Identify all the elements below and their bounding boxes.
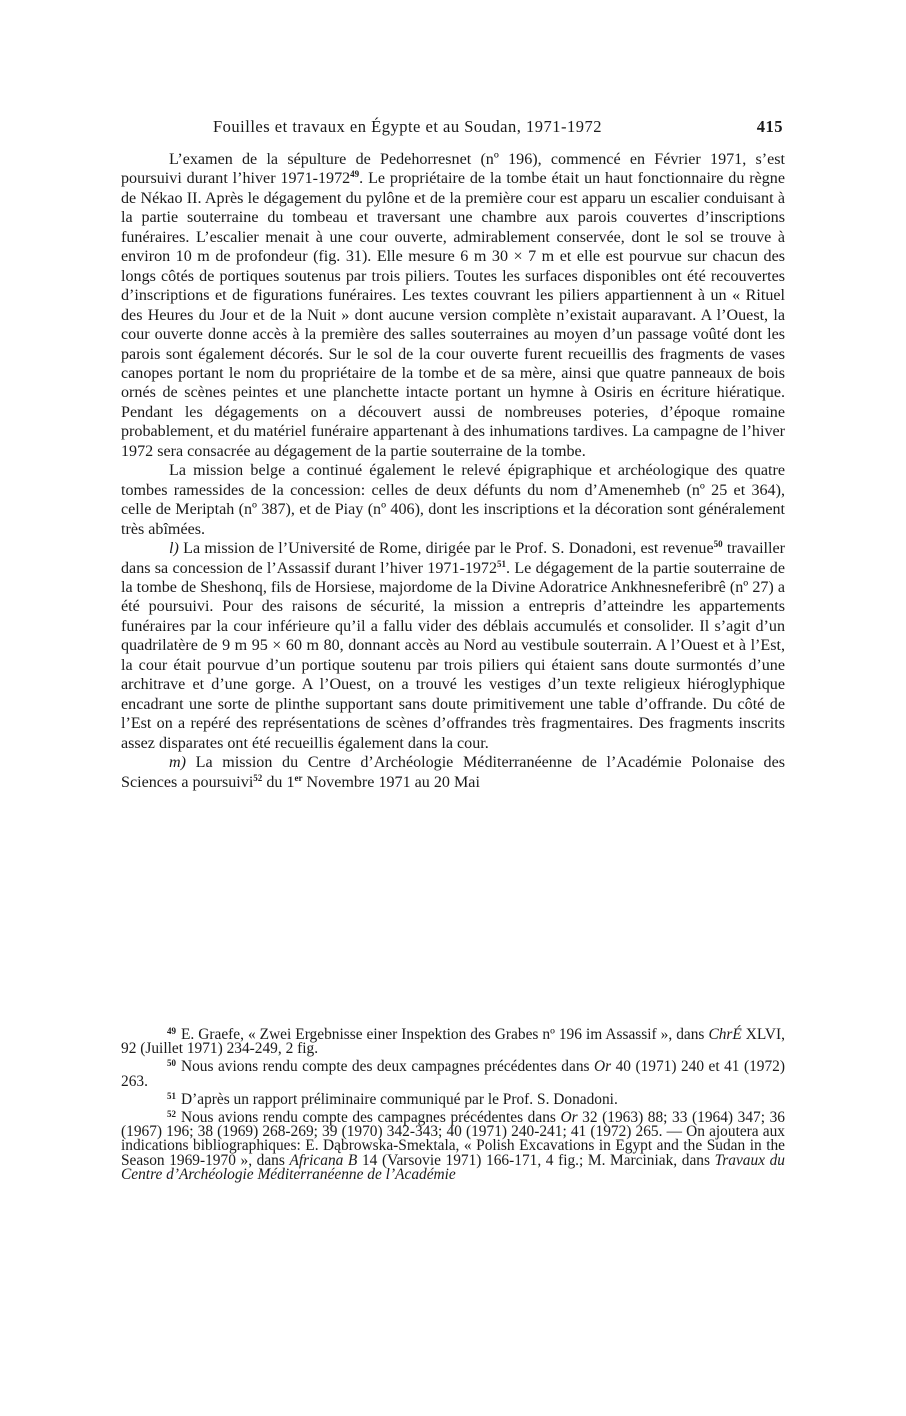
paragraph-text: travailler dans sa concession de l’Assassif durant l’hiver 1971-1972 (121, 540, 786, 577)
footnote-italic: ChrÉ (708, 1026, 742, 1043)
section-letter-l: l) (169, 540, 179, 558)
paragraph-text: La mission belge a continué également le relevé épigraphique et archéologique des quatre tombes ramessides de la concession: celles de deux défunts du nom d’Amenemheb (nº 25 et 364), celle de Meriptah (nº 387), et de Piay (nº 406), dont les inscriptions et la décoration sont généralement très abîmées. (121, 462, 785, 538)
footnote-51 (121, 1089, 785, 1107)
paragraph-text: La mission de l’Université de Rome, dirigée par le Prof. S. Donadoni, est revenue (178, 540, 714, 558)
ordinal-superscript: er (294, 772, 303, 783)
footnote-ref-49[interactable]: 49 (350, 169, 360, 180)
footnote-text: Nous avions rendu compte des deux campagnes précédentes dans (181, 1058, 594, 1076)
footnote-italic: Or (593, 1058, 612, 1076)
footnote-text: 14 (Varsovie 1971) 166-171, 4 fig.; M. Marciniak, dans (357, 1151, 715, 1169)
footnote-ref-50[interactable]: 50 (713, 539, 723, 550)
footnote-text: 32 (1963) 88; 33 (1964) 347; 36 (1967) 196; 38 (1969) 268-269; 39 (1970) 342-343; 40 (1971) 240-241; 41 (1972) 265. — On ajoutera aux indications bibliographiques: E. Dąbrowska-Smektala, « Polish Excavations in Egypt and the Sudan in the Season 1969-1970 », dans (121, 1109, 785, 1169)
main-text (121, 150, 785, 792)
footnote-mark: 52 (167, 1109, 176, 1120)
footnotes (121, 1024, 785, 1182)
paragraph-text: Novembre 1971 au 20 Mai (302, 773, 480, 791)
footnote-mark: 50 (167, 1058, 176, 1069)
paragraph-text: L’examen de la sépulture de Pedehorresnet (nº 196), commencé en Février 1971, s’est poursuivi durant l’hiver 1971-1972 (121, 151, 785, 188)
paragraph-pedehorresnet (121, 150, 785, 461)
footnote-49 (121, 1024, 785, 1056)
footnote-text: XLVI, 92 (Juillet 1971) 234-249, 2 fig. (121, 1026, 785, 1058)
footnote-text: 40 (1971) 240 et 41 (1972) 263. (121, 1058, 786, 1090)
footnote-text: D’après un rapport préliminaire communiqué par le Prof. S. Donadoni. (181, 1090, 618, 1108)
paragraph-text: du 1 (262, 773, 295, 791)
footnote-italic: Travaux du Centre d’Archéologie Méditerranéenne de l’Académie (121, 1151, 786, 1183)
paragraph-belgian-mission (121, 461, 785, 539)
footnote-mark: 51 (167, 1090, 176, 1101)
running-title: Fouilles et travaux en Égypte et au Soudan, 1971-1972 (213, 117, 602, 136)
page-number: 415 (756, 117, 783, 136)
paragraph-text: La mission du Centre d’Archéologie Méditerranéenne de l’Académie Polonaise des Sciences a poursuivi (121, 754, 785, 791)
paragraph-rome-mission (121, 539, 785, 753)
footnote-italic: Or (560, 1109, 578, 1127)
paragraph-text: . Le propriétaire de la tombe était un haut fonctionnaire du règne de Nékao II. Après le dégagement du pylône et de la première cour est apparu un escalier conduisant à la partie souterraine du tombeau et traversant une chambre aux parois couvertes d’inscriptions funéraires. L’escalier menait à une cour ouverte, admirablement conservée, dont le sol se trouve à environ 10 m de profondeur (fig. 31). Elle mesure 6 m 30 × 7 m et elle est pourvue sur chacun des longs côtés de portiques soutenus par trois piliers. Toutes les surfaces disponibles ont été recouvertes d’inscriptions et de figurations funéraires. Les textes couvrant les piliers appartiennent à un « Rituel des Heures du Jour et de la Nuit » dont aucune version complète n’existait auparavant. A l’Ouest, la cour ouverte donne accès à la première des salles souterraines au moyen d’un passage voûté dont les parois sont également décorés. Sur le sol de la cour ouverte furent recueillis des fragments de vases canopes portant le nom du propriétaire de la tombe et de sa mère, ainsi que quatre panneaux de bois ornés de scènes peintes et une planchette intacte portant un hymne à Osiris en écriture hiératique. Pendant les dégagements on a découvert aussi de nombreuses poteries, d’époque romaine probablement, et du matériel funéraire appartenant à des inhumations tardives. La campagne de l’hiver 1972 sera consacrée au dégagement de la partie souterraine de la tombe. (121, 170, 785, 460)
footnote-text: Nous avions rendu compte des campagnes précédentes dans (181, 1109, 561, 1127)
paragraph-polish-mission (121, 753, 785, 792)
footnote-ref-51[interactable]: 51 (497, 558, 507, 569)
footnote-italic: Africana B (289, 1151, 358, 1169)
footnote-mark: 49 (167, 1026, 176, 1036)
footnote-ref-52[interactable]: 52 (253, 772, 263, 783)
section-letter-m: m) (169, 754, 186, 772)
page-header (121, 117, 785, 139)
paragraph-text: . Le dégagement de la partie souterraine de la tombe de Sheshonq, fils de Horsiese, majordome de la Divine Adoratrice Ankhnesneferibrê (nº 27) a été poursuivi. Pour des raisons de sécurité, la mission a entrepris d’atteindre les appartements funéraires par la cour inférieure qu’il a fallu vider des déblais accumulés et consolider. Il s’agit d’un quadrilatère de 9 m 95 × 60 m 80, donnant accès au Nord au vestibule souterrain. A l’Ouest et à l’Est, la cour était pourvue d’un portique soutenu par trois piliers qui étaient sans doute surmontés d’une architrave et d’une gorge. A l’Ouest, on a trouvé les vestiges d’un texte religieux hiéroglyphique encadrant une sorte de plinthe supportant sans doute primitivement une table d’offrande. Du côté de l’Est on a repéré des représentations de scènes d’offrandes très fragmentaires. Des fragments inscrits assez disparates ont été recueillis également dans la cour. (121, 559, 785, 752)
footnote-52 (121, 1107, 785, 1182)
footnote-text: E. Graefe, « Zwei Ergebnisse einer Inspektion des Grabes nº 196 im Assassif », dans (181, 1026, 709, 1043)
footnote-50 (121, 1056, 785, 1088)
